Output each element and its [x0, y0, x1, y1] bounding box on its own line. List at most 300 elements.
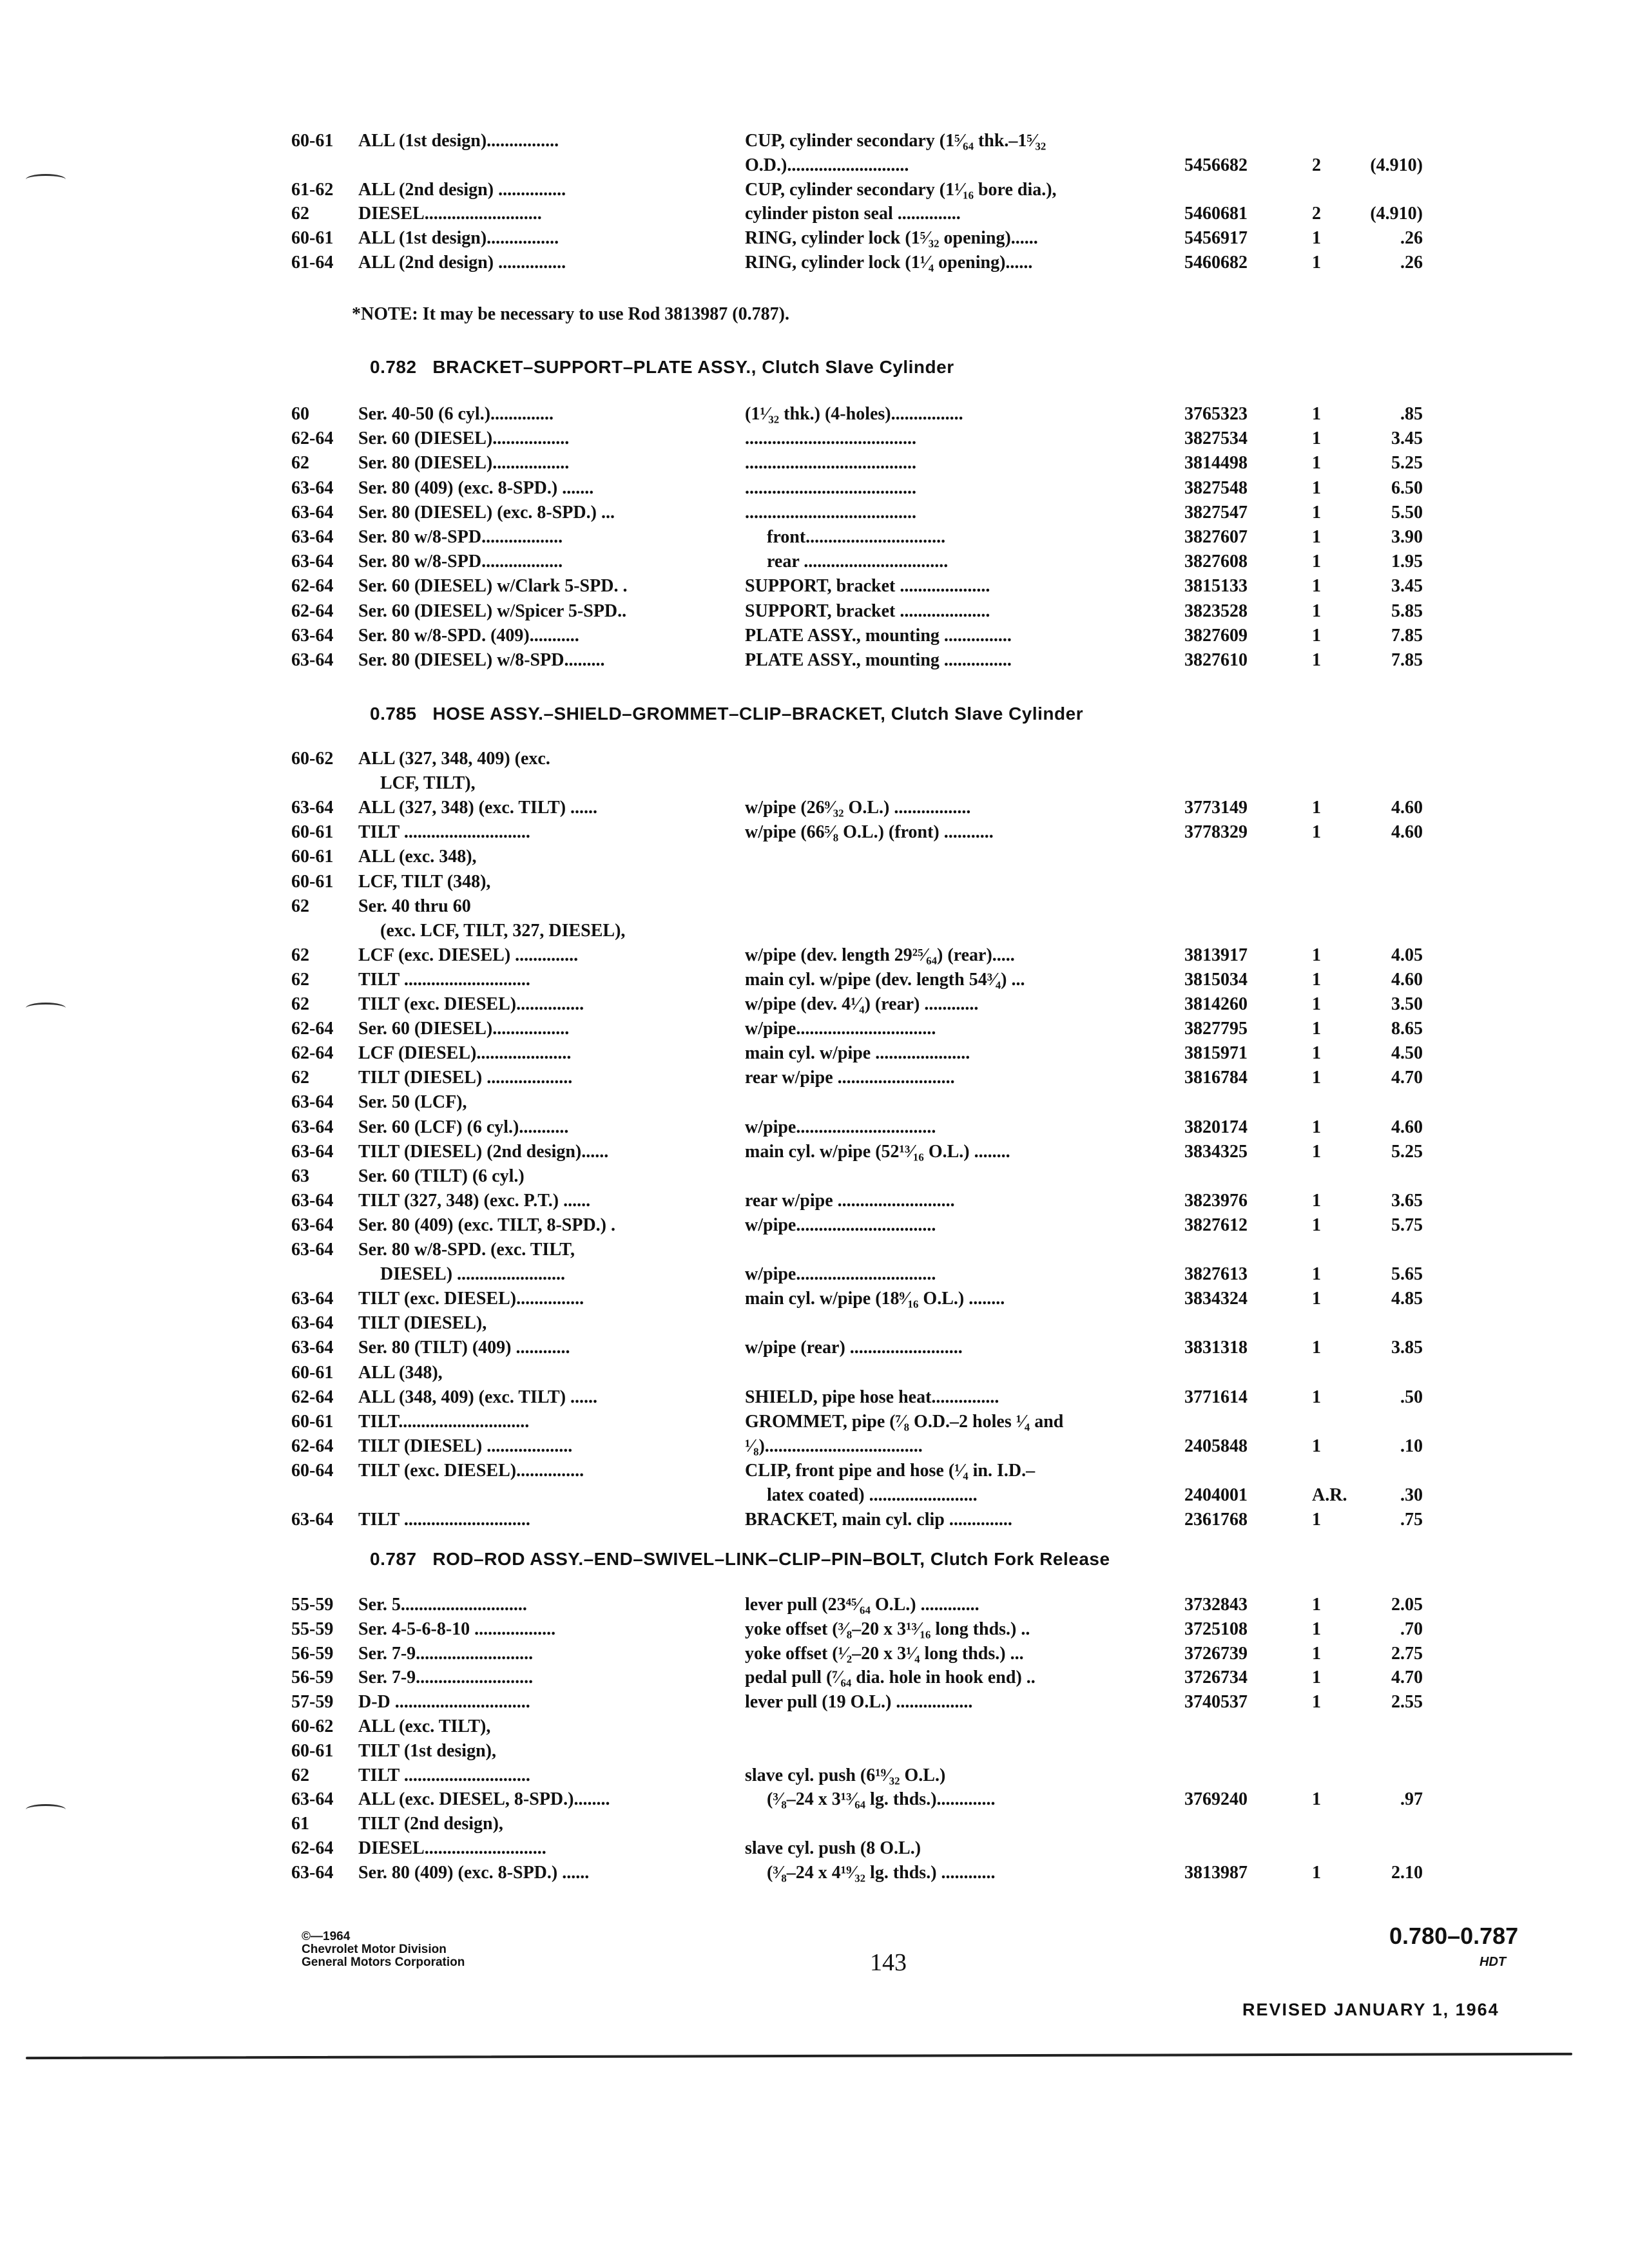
price-cell: .10 — [1400, 1436, 1423, 1456]
price-cell: 4.60 — [1391, 969, 1423, 990]
quantity-cell: 1 — [1312, 1387, 1321, 1407]
model-cell: ALL (348), — [358, 1362, 443, 1383]
quantity-cell: 1 — [1312, 1338, 1321, 1358]
description-cell: (³⁄₈–24 x 3¹³⁄₆₄ lg. thds.)............. — [767, 1789, 996, 1810]
quantity-cell: 1 — [1312, 228, 1321, 249]
quantity-cell: 1 — [1312, 253, 1321, 273]
model-cell: Ser. 80 w/8-SPD. (409)........... — [358, 625, 579, 646]
part-number-cell: 3815971 — [1184, 1043, 1248, 1064]
model-cell: TILT............................. — [358, 1411, 530, 1432]
part-number-cell: 3813987 — [1184, 1862, 1248, 1883]
quantity-cell: 1 — [1312, 1117, 1321, 1137]
description-cell: CUP, cylinder secondary (1⁵⁄₆₄ thk.–1⁵⁄₃₂ — [745, 131, 1046, 151]
part-number-cell: 3740537 — [1184, 1692, 1248, 1713]
part-number-cell: 2405848 — [1184, 1436, 1248, 1456]
model-cell: Ser. 80 w/8-SPD.................. — [358, 527, 563, 547]
description-cell: slave cyl. push (6¹⁹⁄₃₂ O.L.) — [745, 1765, 946, 1785]
quantity-cell: 1 — [1312, 1068, 1321, 1088]
quantity-cell: 1 — [1312, 453, 1321, 474]
price-cell: 5.65 — [1391, 1264, 1423, 1285]
model-cell: Ser. 7-9.......................... — [358, 1667, 534, 1688]
price-cell: 3.65 — [1391, 1190, 1423, 1211]
model-cell: TILT (DIESEL) ................... — [358, 1068, 573, 1088]
price-cell: 5.25 — [1391, 453, 1423, 474]
part-number-cell: 3773149 — [1184, 798, 1248, 818]
table-row — [0, 872, 1629, 896]
part-number-cell: 5460681 — [1184, 204, 1248, 224]
year-cell: 62 — [291, 1068, 309, 1088]
quantity-cell: 1 — [1312, 945, 1321, 965]
part-number-cell: 3816784 — [1184, 1068, 1248, 1088]
description-cell: w/pipe (rear) ......................... — [745, 1338, 963, 1358]
section-header-0787 — [370, 1549, 1110, 1570]
year-cell: 62 — [291, 945, 309, 965]
table-row — [0, 601, 1629, 626]
model-cell: ALL (2nd design) ............... — [358, 179, 566, 200]
part-number-cell: 3834325 — [1184, 1141, 1248, 1162]
price-cell: .50 — [1400, 1387, 1423, 1407]
table-row — [0, 822, 1629, 847]
year-cell: 63-64 — [291, 1141, 334, 1162]
description-cell: main cyl. w/pipe (52¹³⁄₁₆ O.L.) ........ — [745, 1141, 1010, 1162]
year-cell: 60-61 — [291, 1411, 334, 1432]
year-cell: 62-64 — [291, 1043, 334, 1064]
quantity-cell: 2 — [1312, 155, 1321, 175]
description-cell: yoke offset (¹⁄₂–20 x 3¹⁄₄ long thds.) ... — [745, 1643, 1024, 1664]
model-cell: TILT (1st design), — [358, 1740, 496, 1761]
description-cell: PLATE ASSY., mounting ............... — [745, 650, 1012, 670]
price-cell: 5.75 — [1391, 1215, 1423, 1235]
quantity-cell: 1 — [1312, 1692, 1321, 1713]
description-cell: front............................... — [767, 527, 946, 547]
quantity-cell: 1 — [1312, 1264, 1321, 1285]
price-cell: 3.85 — [1391, 1338, 1423, 1358]
price-cell: 6.50 — [1391, 477, 1423, 498]
year-cell: 61-62 — [291, 179, 334, 200]
year-cell: 62 — [291, 969, 309, 990]
price-cell: .97 — [1400, 1789, 1423, 1810]
model-cell: Ser. 60 (DIESEL)................. — [358, 1019, 570, 1039]
year-cell: 63-64 — [291, 1289, 334, 1309]
description-cell: lever pull (23⁴⁵⁄₆₄ O.L.) ............. — [745, 1595, 979, 1615]
quantity-cell: 1 — [1312, 1667, 1321, 1688]
part-number-cell: 3827795 — [1184, 1019, 1248, 1039]
price-cell: 2.55 — [1391, 1692, 1423, 1713]
price-cell: 3.50 — [1391, 994, 1423, 1014]
part-number-cell: 5460682 — [1184, 253, 1248, 273]
part-number-cell: 3823976 — [1184, 1190, 1248, 1211]
model-cell: ALL (348, 409) (exc. TILT) ...... — [358, 1387, 598, 1407]
model-cell: Ser. 7-9.......................... — [358, 1643, 534, 1664]
price-cell: 4.60 — [1391, 1117, 1423, 1137]
table-row — [0, 1667, 1629, 1692]
description-cell: ...................................... — [745, 502, 916, 523]
part-number-cell: 3834324 — [1184, 1289, 1248, 1309]
table-row — [0, 1191, 1629, 1215]
part-number-cell: 3813917 — [1184, 945, 1248, 965]
quantity-cell: 1 — [1312, 1436, 1321, 1456]
description-cell: GROMMET, pipe (⁷⁄₈ O.D.–2 holes ¹⁄₄ and — [745, 1411, 1064, 1432]
part-number-cell: 3827610 — [1184, 650, 1248, 670]
model-cell: Ser. 50 (LCF), — [358, 1092, 467, 1113]
model-cell: Ser. 40-50 (6 cyl.).............. — [358, 404, 554, 424]
part-number-cell: 3778329 — [1184, 822, 1248, 843]
table-row — [0, 253, 1629, 277]
section-title: ROD–ROD ASSY.–END–SWIVEL–LINK–CLIP–PIN–BOLT, — [432, 1549, 925, 1569]
table-row — [0, 131, 1629, 155]
part-number-cell: 3823528 — [1184, 601, 1248, 621]
year-cell: 63-64 — [291, 798, 334, 818]
year-cell: 63-64 — [291, 625, 334, 646]
year-cell: 60-61 — [291, 228, 334, 249]
description-cell: w/pipe............................... — [745, 1019, 936, 1039]
price-cell: 5.50 — [1391, 502, 1423, 523]
price-cell: 8.65 — [1391, 1019, 1423, 1039]
price-cell: 7.85 — [1391, 625, 1423, 646]
table-row — [0, 180, 1629, 204]
table-row — [0, 1142, 1629, 1166]
quantity-cell: 1 — [1312, 650, 1321, 670]
year-cell: 62-64 — [291, 1387, 334, 1407]
year-cell: 62 — [291, 453, 309, 474]
quantity-cell: 1 — [1312, 1510, 1321, 1530]
quantity-cell: 1 — [1312, 477, 1321, 498]
table-row — [0, 1595, 1629, 1619]
description-cell: lever pull (19 O.L.) ................. — [745, 1692, 973, 1713]
model-cell: TILT (327, 348) (exc. P.T.) ...... — [358, 1190, 591, 1211]
model-cell: ALL (327, 348) (exc. TILT) ...... — [358, 798, 598, 818]
price-cell: 4.70 — [1391, 1068, 1423, 1088]
table-row — [0, 1117, 1629, 1142]
quantity-cell: A.R. — [1312, 1485, 1347, 1505]
year-cell: 63-64 — [291, 650, 334, 670]
table-row — [0, 1068, 1629, 1092]
description-cell: rear w/pipe .......................... — [745, 1068, 955, 1088]
table-row — [0, 1863, 1629, 1887]
model-cell: Ser. 60 (TILT) (6 cyl.) — [358, 1166, 525, 1186]
model-cell: Ser. 80 w/8-SPD. (exc. TILT, — [358, 1240, 575, 1260]
year-cell: 63-64 — [291, 1190, 334, 1211]
price-cell: .26 — [1400, 228, 1423, 249]
year-cell: 62-64 — [291, 1838, 334, 1858]
model-cell: TILT ............................ — [358, 1765, 530, 1785]
part-number-cell: 3771614 — [1184, 1387, 1248, 1407]
model-cell: Ser. 80 (409) (exc. 8-SPD.) ....... — [358, 477, 594, 498]
year-cell: 63-64 — [291, 1510, 334, 1530]
year-cell: 62 — [291, 896, 309, 916]
table-row — [0, 1019, 1629, 1043]
part-number-cell: 3827548 — [1184, 477, 1248, 498]
quantity-cell: 1 — [1312, 1043, 1321, 1064]
table-row — [0, 1741, 1629, 1765]
page-edge-line — [26, 2053, 1572, 2059]
year-cell: 55-59 — [291, 1619, 334, 1639]
page-number: 143 — [870, 1949, 907, 1976]
price-cell: 4.70 — [1391, 1667, 1423, 1688]
price-cell: 1.95 — [1391, 552, 1423, 572]
model-cell: DIESEL.......................... — [358, 204, 542, 224]
model-cell: ALL (1st design)................ — [358, 131, 559, 151]
section-number: 0.785 — [370, 704, 417, 724]
model-cell: ALL (exc. 348), — [358, 847, 477, 867]
price-cell: .30 — [1400, 1485, 1423, 1505]
section-header-0782 — [370, 357, 954, 378]
model-cell: LCF, TILT (348), — [358, 871, 491, 892]
description-cell: rear ................................ — [767, 552, 949, 572]
catalog-code: HDT — [1480, 1955, 1507, 1969]
table-row — [0, 896, 1629, 921]
price-cell: 3.90 — [1391, 527, 1423, 547]
table-row — [0, 453, 1629, 477]
table-row — [0, 1838, 1629, 1863]
year-cell: 61-64 — [291, 253, 334, 273]
description-cell: SHIELD, pipe hose heat............... — [745, 1387, 999, 1407]
part-number-cell: 3725108 — [1184, 1619, 1248, 1639]
binder-mark — [26, 1804, 66, 1815]
copyright-corporation: General Motors Corporation — [302, 1956, 465, 1969]
model-cell: Ser. 80 (TILT) (409) ............ — [358, 1338, 570, 1358]
table-row — [0, 1043, 1629, 1068]
table-row — [0, 1814, 1629, 1838]
year-cell: 60-61 — [291, 847, 334, 867]
part-number-cell: 3827612 — [1184, 1215, 1248, 1235]
description-cell: ...................................... — [745, 453, 916, 474]
year-cell: 56-59 — [291, 1667, 334, 1688]
model-cell: TILT (DIESEL) (2nd design)...... — [358, 1141, 609, 1162]
model-cell: Ser. 80 (DIESEL) w/8-SPD......... — [358, 650, 605, 670]
description-cell: RING, cylinder lock (1⁵⁄₃₂ opening)...... — [745, 228, 1038, 249]
year-cell: 62-64 — [291, 576, 334, 597]
description-cell: SUPPORT, bracket .................... — [745, 576, 990, 597]
table-row — [0, 576, 1629, 601]
model-cell: Ser. 40 thru 60 — [358, 896, 471, 916]
year-cell: 63-64 — [291, 1240, 334, 1260]
table-row — [0, 527, 1629, 552]
model-cell: (exc. LCF, TILT, 327, DIESEL), — [380, 920, 626, 941]
description-cell: CLIP, front pipe and hose (¹⁄₄ in. I.D.– — [745, 1460, 1036, 1481]
part-number-cell: 2404001 — [1184, 1485, 1248, 1505]
year-cell: 60-64 — [291, 1460, 334, 1481]
description-cell: rear w/pipe .......................... — [745, 1190, 955, 1211]
quantity-cell: 1 — [1312, 404, 1321, 424]
model-cell: ALL (exc. TILT), — [358, 1716, 491, 1736]
description-cell: CUP, cylinder secondary (1¹⁄₁₆ bore dia.), — [745, 179, 1057, 200]
table-row — [0, 1387, 1629, 1412]
price-cell: 2.75 — [1391, 1643, 1423, 1664]
table-row — [0, 749, 1629, 773]
revised-date: REVISED JANUARY 1, 1964 — [1242, 2000, 1499, 2019]
year-cell: 63-64 — [291, 1092, 334, 1113]
part-number-cell: 3827608 — [1184, 552, 1248, 572]
quantity-cell: 1 — [1312, 502, 1321, 523]
year-cell: 62 — [291, 1765, 309, 1785]
section-number: 0.782 — [370, 357, 417, 377]
model-cell: TILT ............................ — [358, 969, 530, 990]
table-row — [0, 1485, 1629, 1510]
year-cell: 63 — [291, 1166, 309, 1186]
price-cell: 4.50 — [1391, 1043, 1423, 1064]
table-row — [0, 1765, 1629, 1790]
quantity-cell: 1 — [1312, 601, 1321, 621]
description-cell: BRACKET, main cyl. clip .............. — [745, 1510, 1012, 1530]
part-number-cell: 5456682 — [1184, 155, 1248, 175]
year-cell: 62-64 — [291, 601, 334, 621]
price-cell: 4.85 — [1391, 1289, 1423, 1309]
description-cell: w/pipe (dev. length 29²⁵⁄₆₄) (rear)..... — [745, 945, 1015, 965]
part-number-cell: 3820174 — [1184, 1117, 1248, 1137]
price-cell: 2.05 — [1391, 1595, 1423, 1615]
year-cell: 62 — [291, 204, 309, 224]
description-cell: cylinder piston seal .............. — [745, 204, 961, 224]
year-cell: 60-62 — [291, 749, 334, 769]
table-row — [0, 1716, 1629, 1741]
description-cell: w/pipe (26⁹⁄₃₂ O.L.) ................. — [745, 798, 971, 818]
model-cell: DIESEL) ........................ — [380, 1264, 566, 1285]
part-number-cell: 3827609 — [1184, 625, 1248, 646]
year-cell: 61 — [291, 1814, 309, 1834]
year-cell: 63-64 — [291, 1862, 334, 1883]
part-number-cell: 3827547 — [1184, 502, 1248, 523]
quantity-cell: 1 — [1312, 428, 1321, 449]
model-cell: TILT (DIESEL), — [358, 1313, 487, 1334]
model-cell: LCF (DIESEL)..................... — [358, 1043, 572, 1064]
copyright-block — [302, 1930, 465, 1969]
table-row — [0, 1264, 1629, 1289]
model-cell: Ser. 80 (DIESEL) (exc. 8-SPD.) ... — [358, 502, 615, 523]
quantity-cell: 1 — [1312, 552, 1321, 572]
table-row — [0, 1692, 1629, 1716]
quantity-cell: 1 — [1312, 1595, 1321, 1615]
binder-mark — [26, 1003, 66, 1014]
year-cell: 62-64 — [291, 428, 334, 449]
year-cell: 60-61 — [291, 1740, 334, 1761]
table-row — [0, 155, 1629, 180]
section-header-0785 — [370, 704, 1083, 724]
description-cell: SUPPORT, bracket .................... — [745, 601, 990, 621]
description-cell: O.D.)........................... — [745, 155, 909, 175]
quantity-cell: 1 — [1312, 1643, 1321, 1664]
description-cell: slave cyl. push (8 O.L.) — [745, 1838, 921, 1858]
table-row — [0, 1436, 1629, 1461]
model-cell: TILT (exc. DIESEL)............... — [358, 994, 584, 1014]
table-row — [0, 228, 1629, 253]
year-cell: 62-64 — [291, 1019, 334, 1039]
table-row — [0, 921, 1629, 945]
price-cell: (4.910) — [1370, 204, 1423, 224]
part-number-cell: 3831318 — [1184, 1338, 1248, 1358]
table-row — [0, 1412, 1629, 1436]
part-number-cell: 3815133 — [1184, 576, 1248, 597]
table-row — [0, 1092, 1629, 1117]
model-cell: LCF (exc. DIESEL) .............. — [358, 945, 579, 965]
section-range: 0.780–0.787 — [1389, 1923, 1519, 1949]
price-cell: .75 — [1400, 1510, 1423, 1530]
price-cell: 3.45 — [1391, 428, 1423, 449]
quantity-cell: 1 — [1312, 994, 1321, 1014]
price-cell: 4.60 — [1391, 822, 1423, 843]
part-number-cell: 3814498 — [1184, 453, 1248, 474]
description-cell: PLATE ASSY., mounting ............... — [745, 625, 1012, 646]
section-subtitle: Clutch Slave Cylinder — [762, 357, 954, 377]
part-number-cell: 3827613 — [1184, 1264, 1248, 1285]
model-cell: LCF, TILT), — [380, 773, 476, 794]
description-cell: main cyl. w/pipe (18⁹⁄₁₆ O.L.) ........ — [745, 1289, 1005, 1309]
model-cell: TILT ............................ — [358, 1510, 530, 1530]
table-row — [0, 404, 1629, 428]
year-cell: 63-64 — [291, 1338, 334, 1358]
table-row — [0, 552, 1629, 576]
table-row — [0, 1289, 1629, 1313]
model-cell: Ser. 80 (409) (exc. TILT, 8-SPD.) . — [358, 1215, 615, 1235]
table-row — [0, 428, 1629, 453]
model-cell: TILT (exc. DIESEL)............... — [358, 1460, 584, 1481]
quantity-cell: 1 — [1312, 527, 1321, 547]
quantity-cell: 2 — [1312, 204, 1321, 224]
part-number-cell: 3769240 — [1184, 1789, 1248, 1810]
quantity-cell: 1 — [1312, 625, 1321, 646]
description-cell: main cyl. w/pipe ..................... — [745, 1043, 970, 1064]
table-row — [0, 1313, 1629, 1338]
table-row — [0, 773, 1629, 798]
table-row — [0, 945, 1629, 970]
table-row — [0, 1363, 1629, 1387]
description-cell: w/pipe (66⁵⁄₈ O.L.) (front) ........... — [745, 822, 994, 843]
description-cell: main cyl. w/pipe (dev. length 54³⁄₄) ... — [745, 969, 1025, 990]
year-cell: 62-64 — [291, 1436, 334, 1456]
part-number-cell: 5456917 — [1184, 228, 1248, 249]
table-row — [0, 1338, 1629, 1362]
model-cell: Ser. 60 (LCF) (6 cyl.)........... — [358, 1117, 569, 1137]
quantity-cell: 1 — [1312, 1789, 1321, 1810]
model-cell: Ser. 5............................ — [358, 1595, 527, 1615]
quantity-cell: 1 — [1312, 1190, 1321, 1211]
section-number: 0.787 — [370, 1549, 417, 1569]
part-number-cell: 3726739 — [1184, 1643, 1248, 1664]
table-row — [0, 1789, 1629, 1814]
part-number-cell: 3814260 — [1184, 994, 1248, 1014]
year-cell: 63-64 — [291, 477, 334, 498]
year-cell: 56-59 — [291, 1643, 334, 1664]
year-cell: 60-61 — [291, 871, 334, 892]
year-cell: 57-59 — [291, 1692, 334, 1713]
year-cell: 63-64 — [291, 1313, 334, 1334]
year-cell: 60 — [291, 404, 309, 424]
price-cell: 5.25 — [1391, 1141, 1423, 1162]
table-row — [0, 503, 1629, 527]
price-cell: 3.45 — [1391, 576, 1423, 597]
model-cell: D-D .............................. — [358, 1692, 530, 1713]
quantity-cell: 1 — [1312, 1019, 1321, 1039]
description-cell: w/pipe............................... — [745, 1215, 936, 1235]
year-cell: 63-64 — [291, 502, 334, 523]
model-cell: Ser. 4-5-6-8-10 .................. — [358, 1619, 556, 1639]
section-subtitle: Clutch Slave Cylinder — [891, 704, 1084, 724]
price-cell: .26 — [1400, 253, 1423, 273]
table-row — [0, 1510, 1629, 1534]
description-cell: RING, cylinder lock (1¹⁄₄ opening)...... — [745, 253, 1033, 273]
table-row — [0, 1215, 1629, 1240]
table-row — [0, 1644, 1629, 1668]
part-number-cell: 3815034 — [1184, 969, 1248, 990]
table-row — [0, 1619, 1629, 1644]
model-cell: DIESEL........................... — [358, 1838, 546, 1858]
section-subtitle: Clutch Fork Release — [930, 1549, 1110, 1569]
price-cell: .85 — [1400, 404, 1423, 424]
model-cell: ALL (2nd design) ............... — [358, 253, 566, 273]
table-row — [0, 847, 1629, 871]
part-number-cell: 3765323 — [1184, 404, 1248, 424]
model-cell: Ser. 60 (DIESEL) w/Spicer 5-SPD.. — [358, 601, 627, 621]
